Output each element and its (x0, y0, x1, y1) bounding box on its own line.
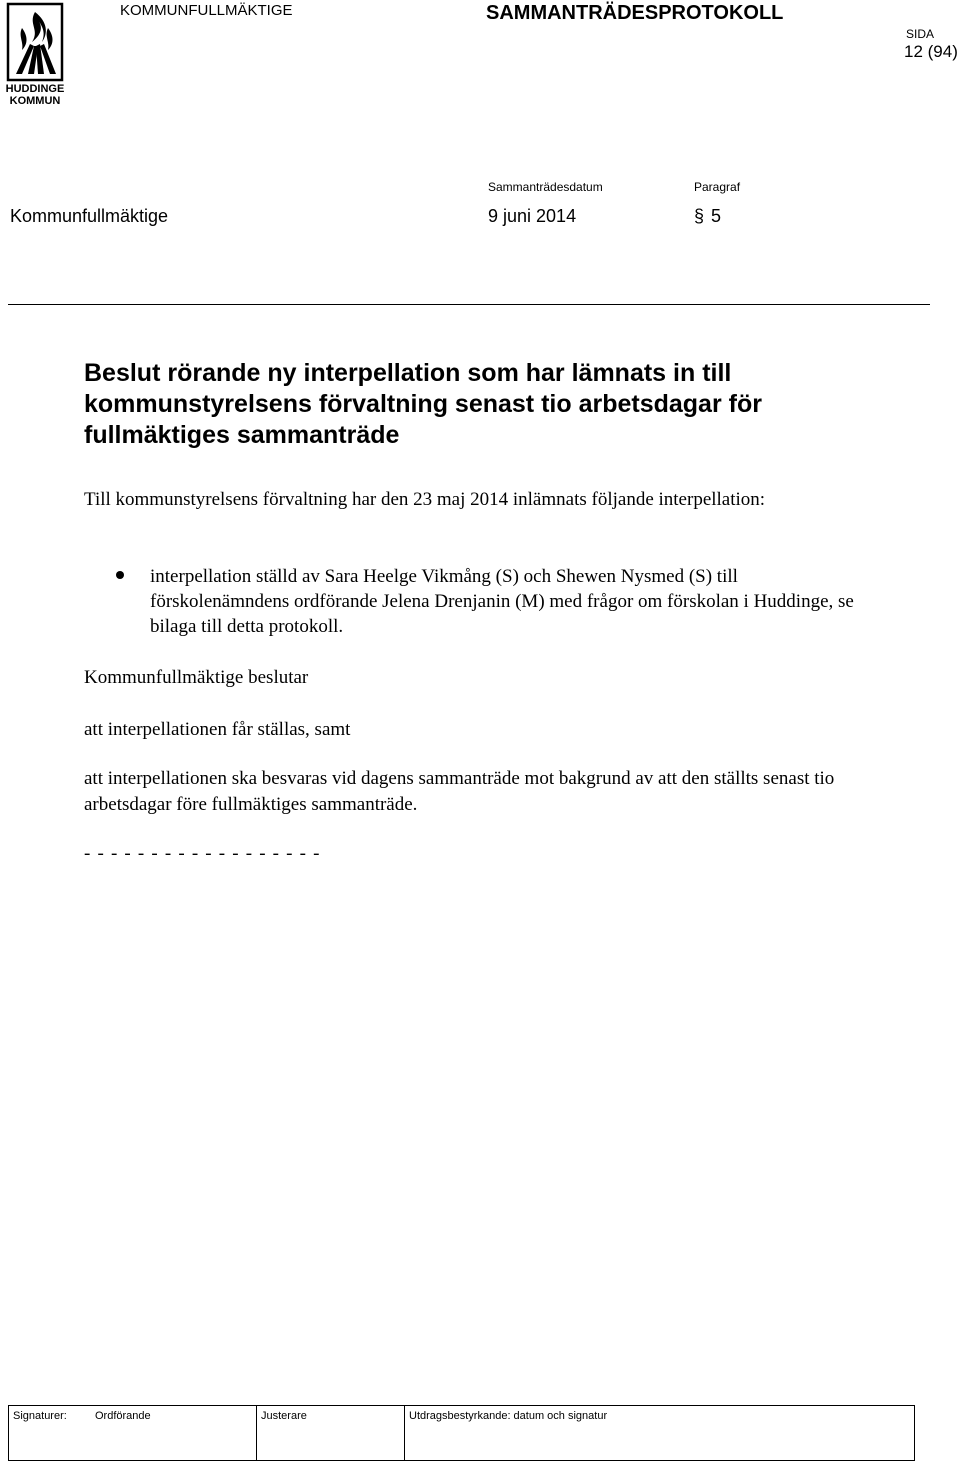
end-separator: - - - - - - - - - - - - - - - - - - (84, 843, 321, 864)
org-header: KOMMUNFULLMÄKTIGE (120, 2, 293, 19)
meeting-date-label: Sammanträdesdatum (488, 180, 603, 194)
intro-paragraph: Till kommunstyrelsens förvaltning har den 23 maj 2014 inlämnats följande interpellation: (84, 489, 766, 510)
logo-text-line2: KOMMUN (9, 95, 61, 106)
signatures-label: Signaturer: (13, 1410, 67, 1422)
signature-cell-adjuster (257, 1406, 405, 1461)
decision-item-1: att interpellationen får ställas, samt (84, 719, 351, 740)
paragraph-label: Paragraf (694, 180, 741, 194)
paragraph-number: § 5 (694, 206, 723, 226)
body-name: Kommunfullmäktige (10, 206, 169, 226)
adjuster-label: Justerare (261, 1410, 307, 1422)
signature-cell-chair (9, 1406, 257, 1461)
page-label: SIDA (906, 27, 935, 41)
document-type: SAMMANTRÄDESPROTOKOLL (486, 2, 784, 24)
decision-item-2: att interpellationen ska besvaras vid dagens sammanträde mot bakgrund av att den ställts senast tio arbetsdagar före fullmäktiges sammanträde. (84, 768, 835, 815)
section-title: Beslut rörande ny interpellation som har lämnats in till kommunstyrelsens förvaltning senast tio arbetsdagar för fullmäktiges sammanträde (84, 359, 762, 449)
chair-label: Ordförande (95, 1410, 151, 1422)
signature-cell-certifier (405, 1406, 915, 1461)
page-number: 12 (94) (904, 42, 958, 61)
logo-text-line1: HUDDINGE (5, 83, 65, 95)
bullet-icon (116, 571, 124, 579)
certifier-label: Utdragsbestyrkande: datum och signatur (409, 1410, 608, 1422)
huddinge-kommun-logo (4, 2, 66, 106)
signature-table (8, 1405, 915, 1461)
decision-heading: Kommunfullmäktige beslutar (84, 667, 309, 688)
meeting-date: 9 juni 2014 (488, 206, 577, 226)
header-divider (8, 304, 930, 305)
bullet-item: interpellation ställd av Sara Heelge Vikmång (S) och Shewen Nysmed (S) till förskolenämndens ordförande Jelena Drenjanin (M) med frågor om förskolan i Huddinge, se bilaga till detta protokoll. (150, 566, 854, 637)
